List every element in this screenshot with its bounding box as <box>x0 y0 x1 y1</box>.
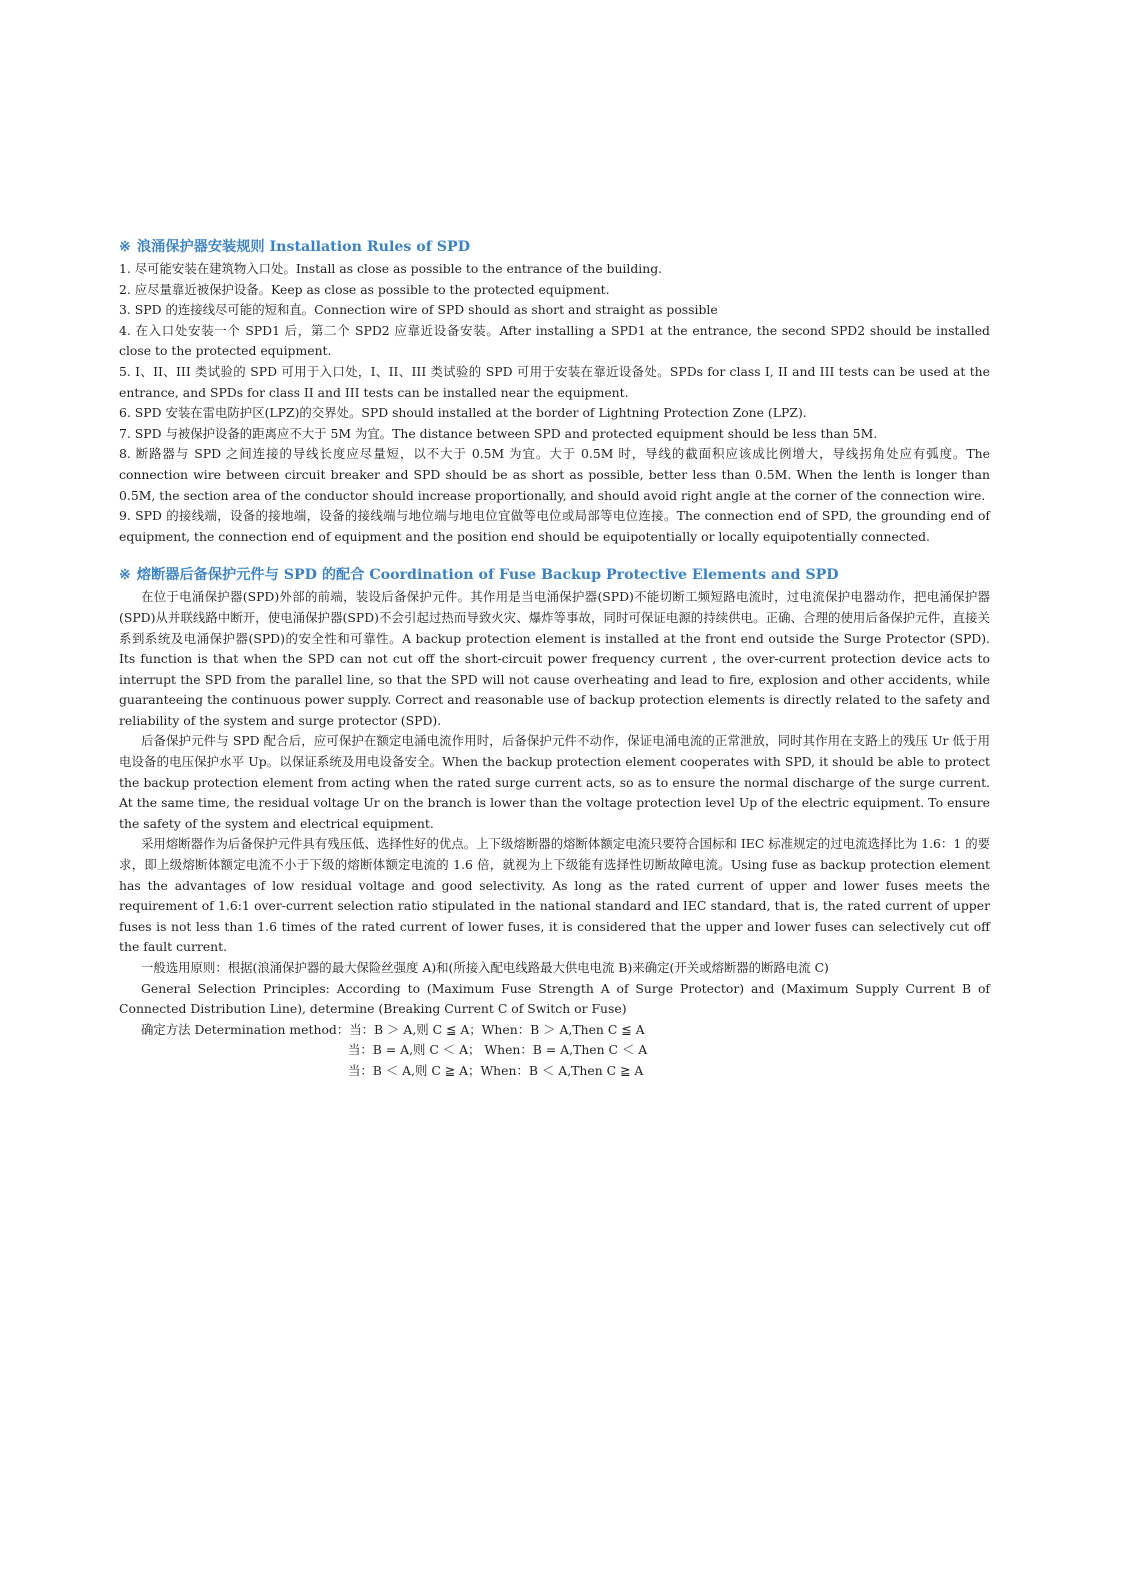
determination-line: 当：B = A,则 C ＜ A； When：B = A,Then C ＜ A <box>348 1042 648 1058</box>
reference-mark-icon: ※ <box>119 239 131 255</box>
selection-principle-cn: 一般选用原则：根据(浪涌保护器的最大保险丝强度 A)和(所接入配电线路最大供电电流 B)来确定(开关或熔断器的断路电流 C) <box>141 960 829 975</box>
document-body <box>119 236 990 1082</box>
body-paragraph: 采用熔断器作为后备保护元件具有残压低、选择性好的优点。上下级熔断器的熔断体额定电流只要符合国标和 IEC 标准规定的过电流选择比为 1.6：1 的要求，即上级熔断体额定电流不小于下级的熔断体额定电流的 1.6 倍，就视为上下级能有选择性切断故障电流。Using fuse as backup protection element has the advantages of low residual voltage and good selectivity. As long as the rated current of upper and lower fuses meets the requirement of 1.6:1 over-current selection ratio stipulated in the national standard and IEC standard, that is, the rated current of upper fuses is not less than 1.6 times of the rated current of lower fuses, it is considered that the upper and lower fuses can selectively cut off the fault current. <box>119 836 990 955</box>
determination-line: 当：B ＜ A,则 C ≧ A；When：B ＜ A,Then C ≧ A <box>348 1062 644 1078</box>
determination-line: 确定方法 Determination method：当：B ＞ A,则 C ≦ A；When：B ＞ A,Then C ≦ A <box>141 1021 645 1037</box>
section-title: 浪涌保护器安装规则 Installation Rules of SPD <box>136 239 471 255</box>
rule-item: 5. I、II、III 类试验的 SPD 可用于入口处，I、II、III 类试验的 SPD 可用于安装在靠近设备处。SPDs for class I, II and III tests can be used at the entrance, and SPDs for class II and III tests can be installed near the equipment. <box>119 363 990 400</box>
section-heading-fuse-coordination <box>119 564 990 586</box>
reference-mark-icon: ※ <box>119 567 131 584</box>
rule-item: 8. 断路器与 SPD 之间连接的导线长度应尽量短，以不大于 0.5M 为宜。大于 0.5M 时，导线的截面积应该成比例增大，导线拐角处应有弧度。The connection wire between circuit breaker and SPD should be as short as possible, better less than 0.5M. When the lenth is longer than 0.5M, the section area of the conductor should increase proportionally, and should avoid right angle at the corner of the connection wire. <box>119 446 990 503</box>
rule-item: 4. 在入口处安装一个 SPD1 后，第二个 SPD2 应靠近设备安装。After installing a SPD1 at the entrance, the second SPD2 should be installed close to the protected equipment. <box>119 322 990 359</box>
rule-item: 1. 尽可能安装在建筑物入口处。Install as close as possible to the entrance of the building. <box>119 261 663 276</box>
rule-item: 6. SPD 安装在雷电防护区(LPZ)的交界处。SPD should installed at the border of Lightning Protection Zone (LPZ). <box>119 405 807 421</box>
rule-item: 9. SPD 的接线端，设备的接地端，设备的接线端与地位端与地电位宜做等电位或局部等电位连接。The connection end of SPD, the grounding end of equipment, the connection end of equipment and the position end should be equipotentially or locally equipotentially connected. <box>119 508 990 544</box>
rule-item: 3. SPD 的连接线尽可能的短和直。Connection wire of SPD should as short and straight as possible <box>119 302 718 318</box>
section-title: 熔断器后备保护元件与 SPD 的配合 Coordination of Fuse Backup Protective Elements and SPD <box>136 567 839 584</box>
selection-principle-en: General Selection Principles: According to (Maximum Fuse Strength A of Surge Protector) and (Maximum Supply Current B of Connected Distribution Line), determine (Breaking Current C of Switch or Fuse) <box>119 980 990 1017</box>
section-heading-installation-rules <box>119 236 990 258</box>
rule-item: 2. 应尽量靠近被保护设备。Keep as close as possible to the protected equipment. <box>119 281 610 297</box>
body-paragraph: 在位于电涌保护器(SPD)外部的前端，装设后备保护元件。其作用是当电涌保护器(SPD)不能切断工频短路电流时，过电流保护电器动作，把电涌保护器(SPD)从并联线路中断开，使电涌保护器(SPD)不会引起过热而导致火灾、爆炸等事故，同时可保证电源的持续供电。正确、合理的使用后备保护元件，直接关系到系统及电涌保护器(SPD)的安全性和可靠性。A backup protection element is installed at the front end outside the Surge Protector (SPD). Its function is that when the SPD can not cut off the short-circuit power frequency current , the over-current protection device acts to interrupt the SPD from the parallel line, so that the SPD will not cause overheating and lead to fire, explosion and other accidents, while guaranteeing the continuous power supply. Correct and reasonable use of backup protection elements is directly related to the safety and reliability of the system and surge protector (SPD). <box>119 589 990 728</box>
rule-item: 7. SPD 与被保护设备的距离应不大于 5M 为宜。The distance between SPD and protected equipment should be less than 5M. <box>119 425 878 441</box>
body-paragraph: 后备保护元件与 SPD 配合后，应可保护在额定电涌电流作用时，后备保护元件不动作，保证电涌电流的正常泄放，同时其作用在支路上的残压 Ur 低于用电设备的电压保护水平 Up。以保证系统及用电设备安全。When the backup protection element cooperates with SPD, it should be able to protect the backup protection element from acting when the rated surge current acts, so as to ensure the normal discharge of the surge current. At the same time, the residual voltage Ur on the branch is lower than the voltage protection level Up of the electric equipment. To ensure the safety of the system and electrical equipment. <box>119 733 990 831</box>
